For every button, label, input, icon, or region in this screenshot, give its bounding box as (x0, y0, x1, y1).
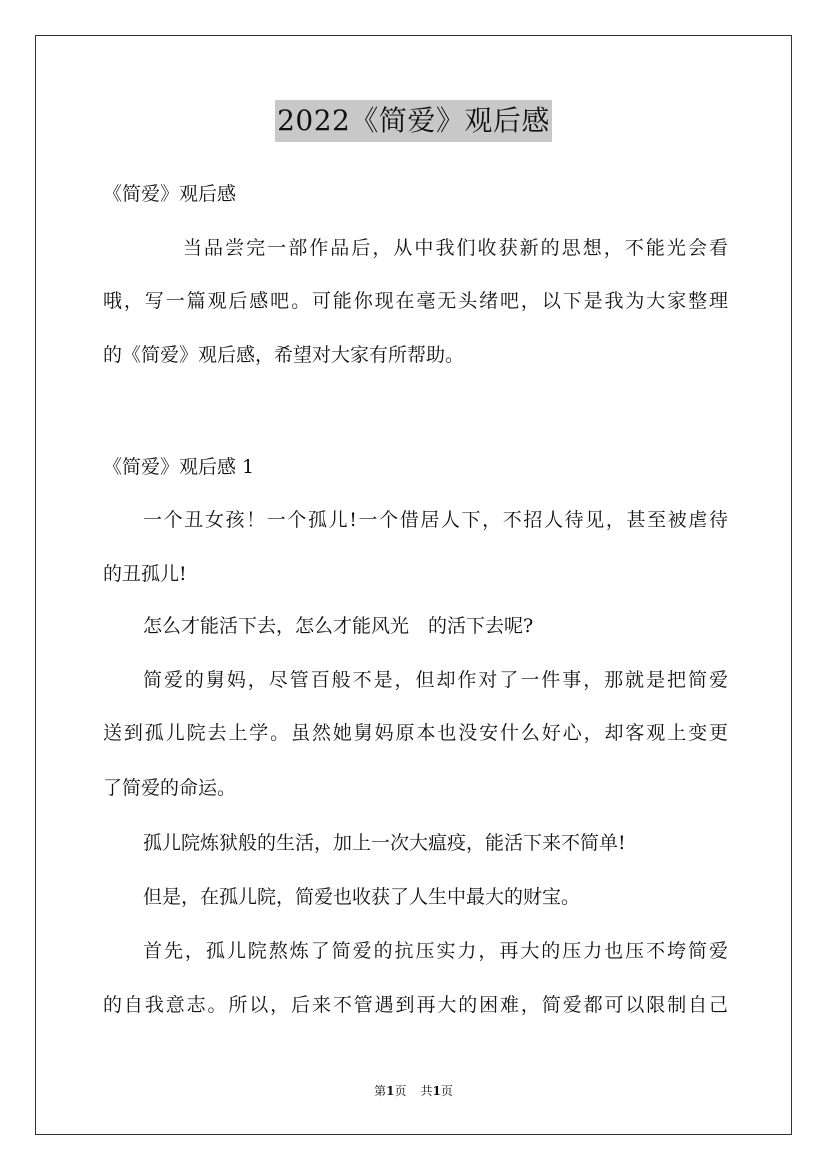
intro-line-1: 当品尝完一部作品后，从中我们收获新的思想，不能光会看 (183, 237, 728, 259)
body-line-7: 孤儿院炼狱般的生活，加上一次大瘟疫，能活下来不简单! (143, 832, 626, 854)
body-line-10: 的自我意志。所以，后来不管遇到再大的困难，简爱都可以限制自己 (103, 994, 728, 1016)
body-line-2: 的丑孤儿! (103, 563, 187, 585)
title-container (0, 100, 827, 142)
body-line-5: 送到孤儿院去上学。虽然她舅妈原本也没安什么好心，却客观上变更 (103, 722, 728, 744)
body-line-9: 首先，孤儿院熬炼了简爱的抗压实力，再大的压力也压不垮简爱 (143, 940, 728, 962)
body-line-8: 但是，在孤儿院，简爱也收获了人生中最大的财宝。 (143, 886, 581, 908)
body-line-6: 了简爱的命运。 (103, 777, 237, 799)
subtitle: 《简爱》观后感 (103, 183, 237, 205)
intro-line-3: 的《简爱》观后感，希望对大家有所帮助。 (103, 344, 465, 366)
total-pages: 共1页 (420, 1084, 453, 1098)
page-footer (0, 1082, 827, 1100)
body-line-4: 简爱的舅妈，尽管百般不是，但却作对了一件事，那就是把简爱 (143, 669, 728, 691)
body-line-1: 一个丑女孩！一个孤儿!一个借居人下，不招人待见，甚至被虐待 (143, 509, 728, 531)
section-heading: 《简爱》观后感 1 (103, 456, 255, 478)
page-number: 第1页 (374, 1084, 407, 1098)
intro-line-2: 哦，写一篇观后感吧。可能你现在毫无头绪吧，以下是我为大家整理 (103, 290, 728, 312)
body-line-3: 怎么才能活下去，怎么才能风光 的活下去呢? (143, 615, 534, 637)
document-title: 2022《简爱》观后感 (275, 100, 552, 142)
